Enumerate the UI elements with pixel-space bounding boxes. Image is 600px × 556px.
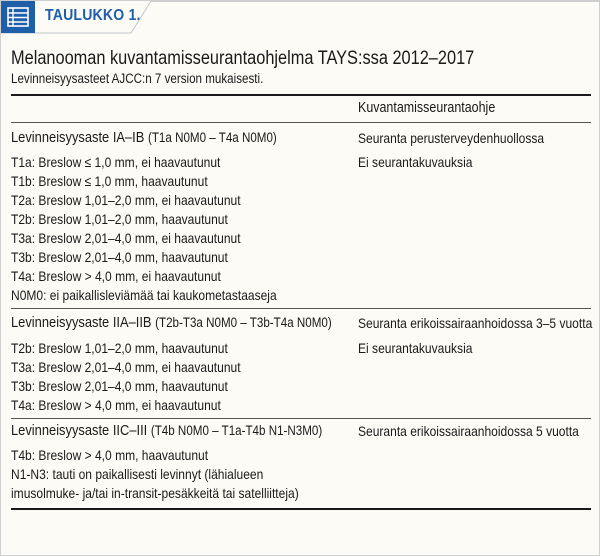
column-header: Kuvantamisseurantaohje: [358, 100, 496, 116]
table-row: T2b: Breslow 1,01–2,0 mm, haavautunut: [11, 340, 228, 356]
table-row: imusolmuke- ja/tai in-transit-pesäkkeitä tai satelliitteja): [11, 485, 299, 501]
figure-header: [1, 1, 600, 33]
table-row: T4b: Breslow > 4,0 mm, haavautunut: [11, 447, 209, 463]
section-heading: Levinneisyysaste IIC–III (T4b N0M0 – T1a-T4b N1-N3M0): [11, 422, 323, 439]
bottom-rule: [11, 508, 591, 510]
table-row: T3a: Breslow 2,01–4,0 mm, ei haavautunut: [11, 359, 241, 375]
section-heading: Levinneisyysaste IA–IB (T1a N0M0 – T4a N0M0): [11, 129, 277, 146]
table-subtitle: Levinneisyysasteet AJCC:n 7 version mukaisesti.: [11, 71, 264, 86]
table-row: T2b: Breslow 1,01–2,0 mm, haavautunut: [11, 211, 228, 227]
imaging-text: Ei seurantakuvauksia: [358, 154, 473, 170]
table-row: T1b: Breslow ≤ 1,0 mm, haavautunut: [11, 173, 208, 189]
followup-text: Seuranta perusterveydenhuollossa: [358, 130, 545, 146]
table-row: N1-N3: tauti on paikallisesti levinnyt (lähialueen: [11, 466, 264, 482]
table-row: T3b: Breslow 2,01–4,0 mm, haavautunut: [11, 249, 228, 265]
table-row: N0M0: ei paikallisleviämää tai kaukometastaaseja: [11, 287, 277, 303]
table-list-icon: [1, 1, 35, 33]
table-label: TAULUKKO 1.: [45, 7, 141, 24]
table-row: T2a: Breslow 1,01–2,0 mm, ei haavautunut: [11, 192, 241, 208]
followup-text: Seuranta erikoissairaanhoidossa 5 vuotta: [358, 423, 579, 439]
section-heading: Levinneisyysaste IIA–IIB (T2b-T3a N0M0 – T3b-T4a N0M0): [11, 314, 332, 331]
table-row: T1a: Breslow ≤ 1,0 mm, ei haavautunut: [11, 154, 221, 170]
table-row: T4a: Breslow > 4,0 mm, ei haavautunut: [11, 268, 221, 284]
followup-text: Seuranta erikoissairaanhoidossa 3–5 vuotta: [358, 315, 593, 331]
top-rule: [11, 94, 591, 96]
table-title: Melanooman kuvantamisseurantaohjelma TAYS:ssa 2012–2017: [11, 48, 475, 69]
imaging-text: Ei seurantakuvauksia: [358, 340, 473, 356]
section-divider: [11, 418, 591, 419]
section-divider: [11, 308, 591, 309]
header-rule: [11, 122, 591, 123]
table-row: T4a: Breslow > 4,0 mm, ei haavautunut: [11, 397, 221, 413]
table-row: T3b: Breslow 2,01–4,0 mm, haavautunut: [11, 378, 228, 394]
table-row: T3a: Breslow 2,01–4,0 mm, ei haavautunut: [11, 230, 241, 246]
